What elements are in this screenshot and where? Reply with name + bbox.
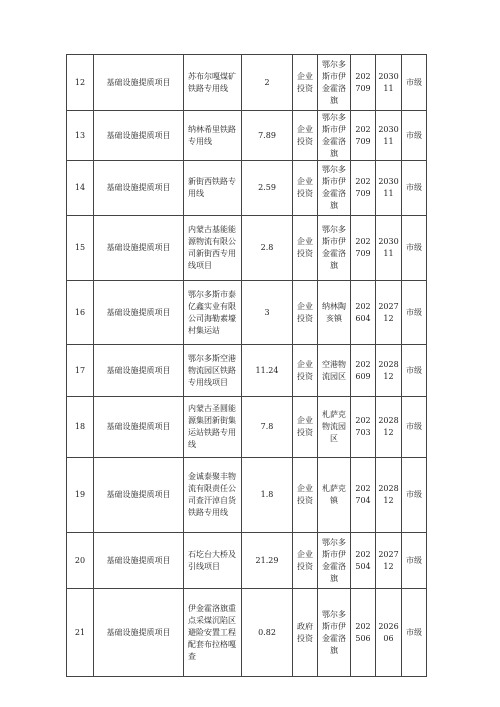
project-category: 基础设施提质项目 bbox=[94, 458, 184, 533]
project-location: 空港物流园区 bbox=[318, 345, 351, 397]
investment-amount: 21.29 bbox=[242, 533, 293, 589]
project-location: 鄂尔多斯市伊金霍洛旗 bbox=[318, 589, 351, 677]
investment-amount: 7.89 bbox=[242, 111, 293, 161]
project-name: 内蒙古圣圆能源集团新街集运站铁路专用线 bbox=[184, 397, 242, 458]
table-row bbox=[67, 55, 427, 111]
end-date: 203011 bbox=[376, 55, 402, 111]
end-date: 202712 bbox=[376, 533, 402, 589]
project-location: 鄂尔多斯市伊金霍洛旗 bbox=[318, 533, 351, 589]
project-name: 新街西铁路专用线 bbox=[184, 161, 242, 216]
investment-amount: 1.8 bbox=[242, 458, 293, 533]
investment-type: 企业投资 bbox=[293, 533, 318, 589]
project-location: 札萨克镇 bbox=[318, 458, 351, 533]
project-category: 基础设施提质项目 bbox=[94, 281, 184, 345]
project-level: 市级 bbox=[402, 111, 427, 161]
end-date: 202812 bbox=[376, 345, 402, 397]
end-date: 202606 bbox=[376, 589, 402, 677]
project-location: 鄂尔多斯市伊金霍洛旗 bbox=[318, 55, 351, 111]
project-level: 市级 bbox=[402, 55, 427, 111]
end-date: 203011 bbox=[376, 161, 402, 216]
start-date: 202704 bbox=[351, 458, 376, 533]
investment-amount: 2 bbox=[242, 55, 293, 111]
row-index: 15 bbox=[67, 216, 94, 281]
project-level: 市级 bbox=[402, 458, 427, 533]
project-name: 纳林希里铁路专用线 bbox=[184, 111, 242, 161]
table-row bbox=[67, 111, 427, 161]
row-index: 18 bbox=[67, 397, 94, 458]
project-location: 札萨克物流园区 bbox=[318, 397, 351, 458]
project-name: 苏布尔嘎煤矿铁路专用线 bbox=[184, 55, 242, 111]
table-row bbox=[67, 281, 427, 345]
row-index: 20 bbox=[67, 533, 94, 589]
row-index: 16 bbox=[67, 281, 94, 345]
project-category: 基础设施提质项目 bbox=[94, 589, 184, 677]
table-row bbox=[67, 458, 427, 533]
investment-amount: 3 bbox=[242, 281, 293, 345]
table-row bbox=[67, 533, 427, 589]
project-name: 鄂尔多斯市泰亿鑫实业有限公司海勒素壕村集运站 bbox=[184, 281, 242, 345]
project-level: 市级 bbox=[402, 161, 427, 216]
project-category: 基础设施提质项目 bbox=[94, 111, 184, 161]
start-date: 202609 bbox=[351, 345, 376, 397]
row-index: 14 bbox=[67, 161, 94, 216]
project-level: 市级 bbox=[402, 397, 427, 458]
start-date: 202709 bbox=[351, 55, 376, 111]
investment-amount: 0.82 bbox=[242, 589, 293, 677]
investment-type: 企业投资 bbox=[293, 55, 318, 111]
project-name: 内蒙古基能能源物流有限公司新街西专用线项目 bbox=[184, 216, 242, 281]
start-date: 202709 bbox=[351, 161, 376, 216]
start-date: 202703 bbox=[351, 397, 376, 458]
project-location: 鄂尔多斯市伊金霍洛旗 bbox=[318, 216, 351, 281]
start-date: 202604 bbox=[351, 281, 376, 345]
table-row bbox=[67, 589, 427, 677]
investment-amount: 2.8 bbox=[242, 216, 293, 281]
investment-amount: 7.8 bbox=[242, 397, 293, 458]
project-level: 市级 bbox=[402, 533, 427, 589]
project-name: 石圪台大桥及引线项目 bbox=[184, 533, 242, 589]
end-date: 202812 bbox=[376, 397, 402, 458]
start-date: 202506 bbox=[351, 589, 376, 677]
project-level: 市级 bbox=[402, 281, 427, 345]
project-level: 市级 bbox=[402, 216, 427, 281]
investment-type: 企业投资 bbox=[293, 216, 318, 281]
table-row bbox=[67, 161, 427, 216]
investment-type: 企业投资 bbox=[293, 345, 318, 397]
table-row bbox=[67, 397, 427, 458]
project-name: 金诚泰聚丰物流有限责任公司查汗淖自货铁路专用线 bbox=[184, 458, 242, 533]
row-index: 17 bbox=[67, 345, 94, 397]
investment-amount: 11.24 bbox=[242, 345, 293, 397]
row-index: 12 bbox=[67, 55, 94, 111]
project-location: 鄂尔多斯市伊金霍洛旗 bbox=[318, 161, 351, 216]
end-date: 202712 bbox=[376, 281, 402, 345]
investment-amount: 2.59 bbox=[242, 161, 293, 216]
end-date: 202812 bbox=[376, 458, 402, 533]
investment-type: 企业投资 bbox=[293, 281, 318, 345]
table-row bbox=[67, 216, 427, 281]
start-date: 202709 bbox=[351, 111, 376, 161]
start-date: 202709 bbox=[351, 216, 376, 281]
project-category: 基础设施提质项目 bbox=[94, 161, 184, 216]
investment-type: 企业投资 bbox=[293, 397, 318, 458]
investment-type: 企业投资 bbox=[293, 111, 318, 161]
project-category: 基础设施提质项目 bbox=[94, 216, 184, 281]
investment-type: 企业投资 bbox=[293, 161, 318, 216]
investment-type: 企业投资 bbox=[293, 458, 318, 533]
table-row bbox=[67, 345, 427, 397]
project-location: 纳林陶亥镇 bbox=[318, 281, 351, 345]
row-index: 13 bbox=[67, 111, 94, 161]
project-name: 伊金霍洛旗重点采煤沉陷区避险安置工程配套布拉格嘎查 bbox=[184, 589, 242, 677]
project-category: 基础设施提质项目 bbox=[94, 55, 184, 111]
end-date: 203011 bbox=[376, 111, 402, 161]
investment-type: 政府投资 bbox=[293, 589, 318, 677]
project-level: 市级 bbox=[402, 345, 427, 397]
start-date: 202504 bbox=[351, 533, 376, 589]
project-level: 市级 bbox=[402, 589, 427, 677]
row-index: 19 bbox=[67, 458, 94, 533]
row-index: 21 bbox=[67, 589, 94, 677]
project-category: 基础设施提质项目 bbox=[94, 397, 184, 458]
project-location: 鄂尔多斯市伊金霍洛旗 bbox=[318, 111, 351, 161]
project-table bbox=[66, 54, 427, 677]
project-category: 基础设施提质项目 bbox=[94, 345, 184, 397]
end-date: 203011 bbox=[376, 216, 402, 281]
project-category: 基础设施提质项目 bbox=[94, 533, 184, 589]
project-name: 鄂尔多斯空港物流园区铁路专用线项目 bbox=[184, 345, 242, 397]
